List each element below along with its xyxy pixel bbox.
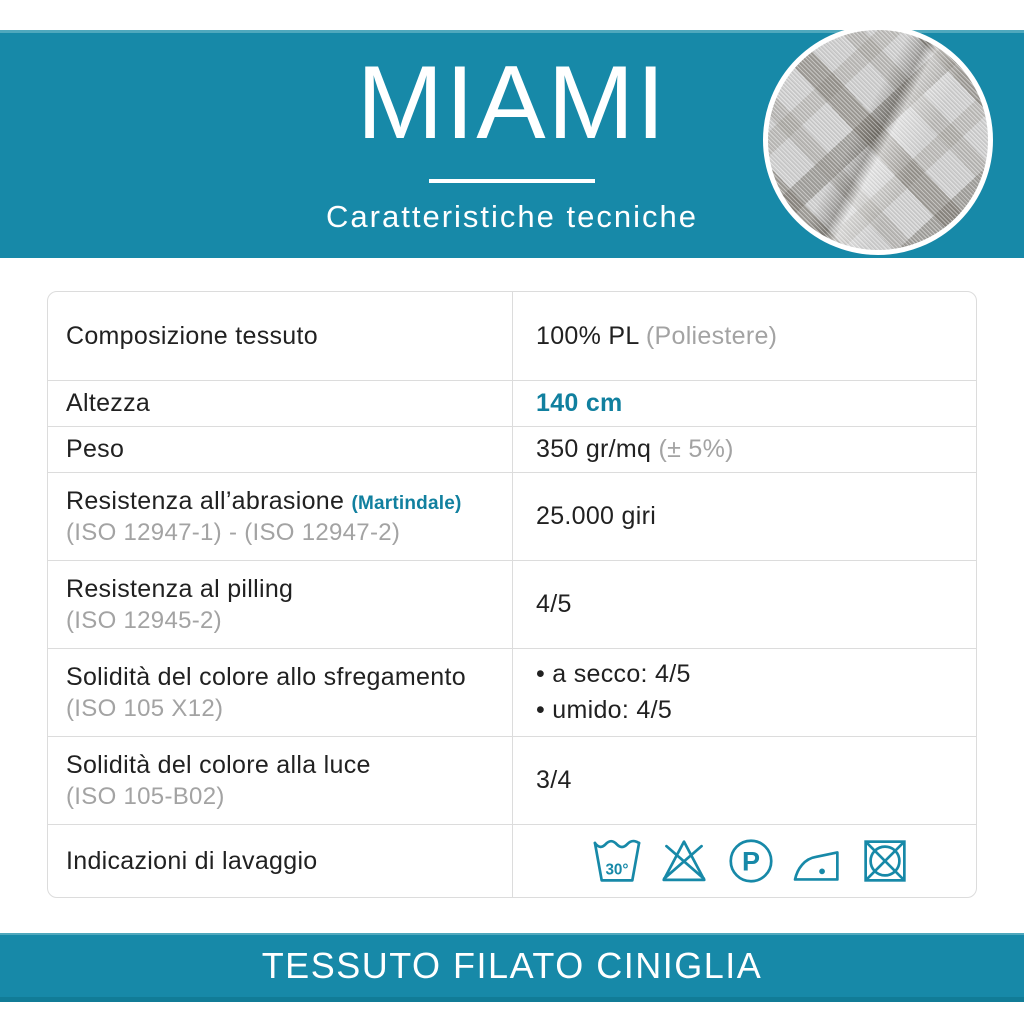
row-value: 140 cm [536,389,623,417]
product-title: MIAMI [356,45,668,161]
row-value-bullet: • a secco: 4/5 [536,660,691,688]
table-row-lavaggio [48,824,976,897]
row-value-cell [513,292,976,380]
row-label: Altezza [66,389,151,417]
value-note: (± 5%) [658,435,734,463]
row-value-cell [513,381,976,426]
row-value [536,322,966,351]
table-row-composizione [48,292,976,380]
table-row-abrasione [48,472,976,560]
row-label-cell [48,561,513,648]
dry-clean-letter: P [741,846,761,877]
row-label-cell [48,292,513,380]
row-value: 4/5 [536,590,572,618]
table-row-altezza [48,380,976,426]
row-label-iso: (ISO 105-B02) [66,782,225,810]
wash-30-icon [590,834,644,888]
row-label-cell [48,737,513,824]
row-label-text: Resistenza all’abrasione [66,486,345,515]
row-label-accent: (Martindale) [351,492,462,514]
value-main: 100% PL [536,321,639,350]
row-value-cell [513,737,976,824]
header-subtitle: Caratteristiche tecniche [326,199,698,234]
dry-clean-p-icon [724,834,778,888]
do-not-bleach-icon [657,834,711,888]
row-label: Solidità del colore allo sfregamento [66,662,466,691]
do-not-tumble-dry-icon [858,834,912,888]
row-label: Solidità del colore alla luce [66,750,371,779]
row-value-cell [513,561,976,648]
iron-one-dot-icon [791,834,845,888]
row-value: 25.000 giri [536,502,657,530]
row-label [66,487,498,516]
row-label-iso: (ISO 12945-2) [66,606,222,634]
footer-banner [0,933,1024,1002]
wash-temp-label: 30° [605,861,629,879]
row-label-cell [48,649,513,736]
care-icons-cell [513,825,976,897]
value-note: (Poliestere) [645,321,778,350]
row-label: Peso [66,435,125,463]
title-divider [429,179,595,183]
row-label-iso: (ISO 105 X12) [66,694,224,722]
row-label: Composizione tessuto [66,321,318,350]
row-value: 3/4 [536,766,572,794]
row-label-cell [48,381,513,426]
row-label-cell [48,825,513,897]
row-value-cell [513,427,976,472]
table-row-pilling [48,560,976,648]
row-label-cell [48,473,513,560]
row-label-iso: (ISO 12947-1) - (ISO 12947-2) [66,518,401,546]
value-main: 350 gr/mq [536,435,652,463]
table-row-sfregamento [48,648,976,736]
table-row-luce [48,736,976,824]
row-value [536,435,966,464]
row-value-cell [513,649,976,736]
row-value-bullet: • umido: 4/5 [536,695,673,724]
row-label: Resistenza al pilling [66,574,294,603]
spec-table [47,291,977,898]
footer-text: TESSUTO FILATO CINIGLIA [261,945,763,986]
row-label-cell [48,427,513,472]
fabric-swatch-image [763,25,993,255]
table-row-peso [48,426,976,472]
row-value-cell [513,473,976,560]
row-label: Indicazioni di lavaggio [66,846,318,875]
